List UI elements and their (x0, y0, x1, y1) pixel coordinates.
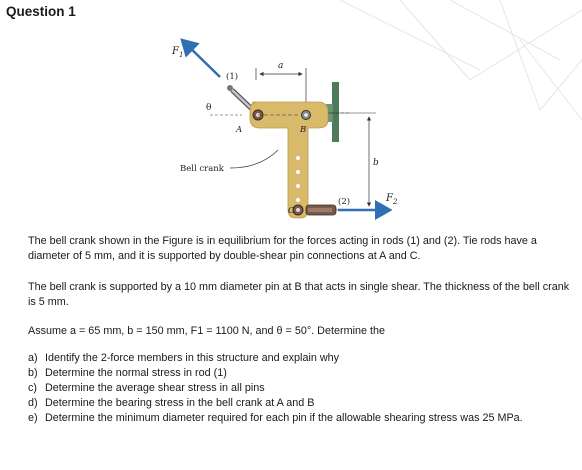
paragraph-1: The bell crank shown in the Figure is in equilibrium for the forces acting in rods (1) and (2). Tie rods have a diameter of 5 mm, and it is supported by double-shear pin connections at A and C. (28, 235, 537, 262)
list-item-text: Determine the average shear stress in all pins (45, 382, 265, 394)
bell-crank-figure (150, 20, 440, 230)
bell-crank-label: Bell crank (180, 164, 224, 174)
theta-label: θ (206, 103, 212, 113)
list-item-label: c) (28, 382, 37, 394)
f1-arrow (182, 40, 220, 77)
list-item-text: Determine the bearing stress in the bell crank at A and B (45, 397, 315, 409)
question-title: Question 1 (6, 4, 76, 19)
list-item-text: Determine the normal stress in rod (1) (45, 367, 227, 379)
list-item-text: Determine the minimum diameter required for each pin if the allowable shearing stress was 25 MPa. (45, 412, 523, 424)
dimension-a-label: a (278, 61, 284, 71)
f2-label: $F_2$ (386, 193, 398, 206)
list-item (28, 396, 572, 411)
dimension-b-label: b (373, 158, 379, 168)
paragraph-3: Assume a = 65 mm, b = 150 mm, F1 = 1100 N, and θ = 50°. Determine the (28, 325, 385, 337)
support-wall (332, 82, 339, 142)
pin-c-label: C (288, 206, 295, 216)
list-item-label: d) (28, 397, 38, 409)
list-item (28, 366, 572, 381)
list-item-text: Identify the 2-force members in this structure and explain why (45, 352, 340, 364)
rod-1-label: (1) (226, 72, 239, 82)
list-item-label: e) (28, 412, 38, 424)
list-item-label: b) (28, 367, 38, 379)
rod-2-label: (2) (338, 197, 351, 207)
pin-b-label: B (300, 125, 307, 135)
f1-label: $F_1$ (172, 46, 184, 59)
pin-a-label: A (236, 125, 243, 135)
list-item (28, 381, 572, 396)
paragraph-2: The bell crank is supported by a 10 mm diameter pin at B that acts in single shear. The thickness of the bell crank is 5 mm. (28, 281, 570, 308)
list-item-label: a) (28, 352, 38, 364)
list-item (28, 411, 572, 426)
bell-crank-body (250, 102, 328, 218)
list-item (28, 351, 572, 366)
question-list (28, 351, 572, 426)
